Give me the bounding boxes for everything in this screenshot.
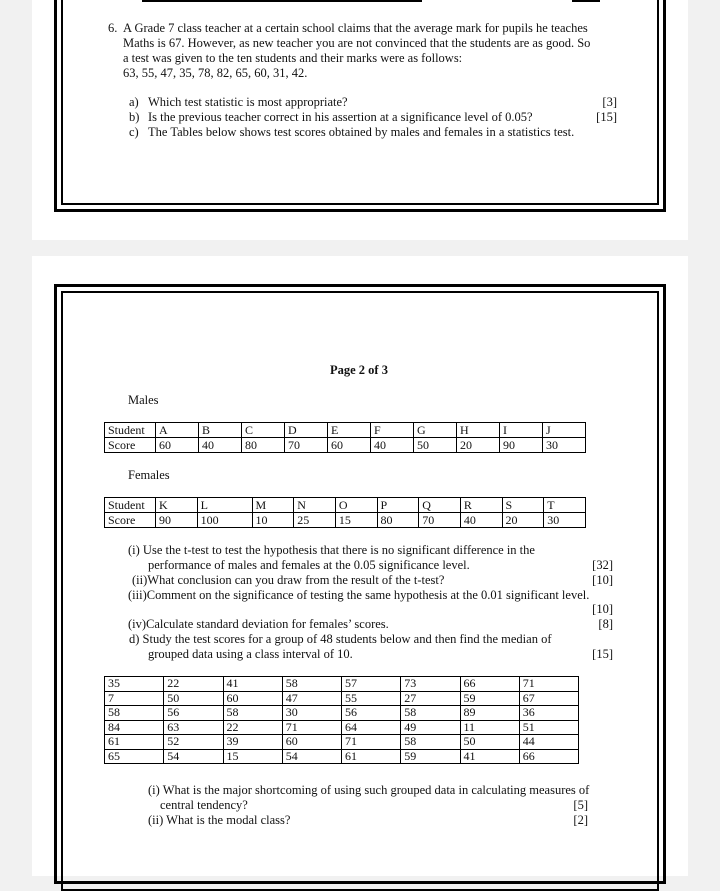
females-header-cell: Q [419,498,461,513]
table-cell: 61 [105,735,164,750]
table-cell: 54 [282,749,341,764]
males-header-cell: F [371,423,414,438]
males-score-cell: 30 [543,438,586,453]
males-score-cell: 60 [156,438,199,453]
females-score-cell: 90 [156,513,198,528]
males-score-row [105,438,586,453]
females-score-cell: 80 [377,513,419,528]
table-cell: 44 [519,735,578,750]
males-score-cell: 70 [285,438,328,453]
males-score-cell: 20 [457,438,500,453]
table-cell: 50 [164,691,223,706]
final-ii-text: (ii) What is the modal class? [148,813,291,827]
table-cell: 55 [342,691,401,706]
table-cell: 71 [342,735,401,750]
subq-i-line-2: performance of males and females at the 0.05 significance level. [148,558,470,572]
males-header-cell: Student [105,423,156,438]
question-line-1: A Grade 7 class teacher at a certain school claims that the average mark for pupils he teaches [123,21,588,35]
page-number: Page 2 of 3 [330,363,388,377]
subq-iii-text: (iii)Comment on the significance of testing the same hypothesis at the 0.01 significant level. [128,588,590,602]
males-header-row [105,423,586,438]
table-cell: 11 [460,720,519,735]
males-score-cell: 40 [371,438,414,453]
part-b-label: b) [129,110,140,124]
males-score-cell: 90 [500,438,543,453]
females-score-cell: 100 [197,513,252,528]
table-cell: 64 [342,720,401,735]
males-header-cell: D [285,423,328,438]
females-header-cell: P [377,498,419,513]
part-a-label: a) [129,95,139,109]
table-cell: 58 [401,735,460,750]
previous-text-strikeline [142,0,422,2]
females-score-cell: 20 [502,513,544,528]
males-score-cell: 60 [328,438,371,453]
females-score-cell: 25 [294,513,336,528]
table-cell: 73 [401,677,460,692]
males-header-cell: I [500,423,543,438]
final-i-marks: [5] [573,798,588,812]
table-cell: 63 [164,720,223,735]
part-d-line-2: grouped data using a class interval of 10. [148,647,353,661]
females-score-cell: 40 [460,513,502,528]
table-cell: 47 [282,691,341,706]
males-header-cell: G [414,423,457,438]
females-header-cell: R [460,498,502,513]
table-cell: 56 [164,706,223,721]
table-cell: 51 [519,720,578,735]
males-score-cell: Score [105,438,156,453]
females-score-cell: 15 [335,513,377,528]
males-score-cell: 50 [414,438,457,453]
males-header-cell: B [199,423,242,438]
part-c-text: The Tables below shows test scores obtained by males and females in a statistics test. [148,125,575,139]
table-cell: 58 [401,706,460,721]
table-cell: 56 [342,706,401,721]
table-row [105,735,579,750]
females-score-row [105,513,586,528]
females-header-cell: Student [105,498,156,513]
table-cell: 52 [164,735,223,750]
females-score-cell: Score [105,513,156,528]
part-c-label: c) [129,125,139,139]
table-cell: 59 [460,691,519,706]
females-header-cell: T [544,498,586,513]
final-i-line-2: central tendency? [160,798,248,812]
females-table [104,497,586,528]
males-table [104,422,586,453]
table-cell: 54 [164,749,223,764]
males-header-cell: J [543,423,586,438]
males-heading: Males [128,393,159,407]
part-a-text: Which test statistic is most appropriate? [148,95,348,109]
table-row [105,677,579,692]
previous-marks-strikeline [572,0,600,2]
table-cell: 7 [105,691,164,706]
table-cell: 59 [401,749,460,764]
part-a-marks: [3] [602,95,617,109]
subq-ii-marks: [10] [592,573,613,587]
table-cell: 35 [105,677,164,692]
table-cell: 58 [223,706,282,721]
table-cell: 49 [401,720,460,735]
table-cell: 89 [460,706,519,721]
females-header-cell: N [294,498,336,513]
final-ii-marks: [2] [573,813,588,827]
table-cell: 50 [460,735,519,750]
table-cell: 39 [223,735,282,750]
part-b-marks: [15] [596,110,617,124]
table-cell: 65 [105,749,164,764]
females-header-cell: L [197,498,252,513]
subq-i-line-1: (i) Use the t-test to test the hypothesis that there is no significant difference in the [128,543,535,557]
table-cell: 60 [282,735,341,750]
females-header-cell: O [335,498,377,513]
part-b-text: Is the previous teacher correct in his assertion at a significance level of 0.05? [148,110,533,124]
final-i-line-1: (i) What is the major shortcoming of using such grouped data in calculating measures of [148,783,590,797]
question-line-3: a test was given to the ten students and their marks were as follows: [123,51,463,65]
table-cell: 22 [223,720,282,735]
males-header-cell: A [156,423,199,438]
table-cell: 71 [282,720,341,735]
males-header-cell: E [328,423,371,438]
females-header-cell: S [502,498,544,513]
table-row [105,691,579,706]
females-header-cell: K [156,498,198,513]
females-header-row [105,498,586,513]
table-cell: 67 [519,691,578,706]
females-heading: Females [128,468,170,482]
males-score-cell: 80 [242,438,285,453]
males-header-cell: C [242,423,285,438]
table-cell: 27 [401,691,460,706]
part-d-line-1: d) Study the test scores for a group of 48 students below and then find the median of [129,632,552,646]
table-cell: 58 [105,706,164,721]
males-header-cell: H [457,423,500,438]
table-cell: 58 [282,677,341,692]
females-score-cell: 10 [252,513,294,528]
table-cell: 60 [223,691,282,706]
subq-iii-marks: [10] [592,602,613,616]
table-cell: 71 [519,677,578,692]
grouped-data-table [104,676,579,764]
females-header-cell: M [252,498,294,513]
table-cell: 61 [342,749,401,764]
question-data-list: 63, 55, 47, 35, 78, 82, 65, 60, 31, 42. [123,66,308,80]
table-cell: 22 [164,677,223,692]
table-cell: 15 [223,749,282,764]
table-cell: 36 [519,706,578,721]
subq-iv-text: (iv)Calculate standard deviation for females’ scores. [128,617,389,631]
page-1 [32,0,688,240]
table-row [105,720,579,735]
table-cell: 66 [460,677,519,692]
table-cell: 41 [460,749,519,764]
table-cell: 57 [342,677,401,692]
question-line-2: Maths is 67. However, as new teacher you are not convinced that the students are as good. So [123,36,591,50]
page-2 [32,256,688,876]
table-cell: 66 [519,749,578,764]
subq-i-marks: [32] [592,558,613,572]
part-d-marks: [15] [592,647,613,661]
females-score-cell: 30 [544,513,586,528]
table-cell: 41 [223,677,282,692]
table-cell: 30 [282,706,341,721]
question-number: 6. [108,21,118,35]
subq-ii-text: (ii)What conclusion can you draw from the result of the t-test? [132,573,445,587]
table-cell: 84 [105,720,164,735]
females-score-cell: 70 [419,513,461,528]
males-score-cell: 40 [199,438,242,453]
table-row [105,706,579,721]
subq-iv-marks: [8] [598,617,613,631]
table-row [105,749,579,764]
